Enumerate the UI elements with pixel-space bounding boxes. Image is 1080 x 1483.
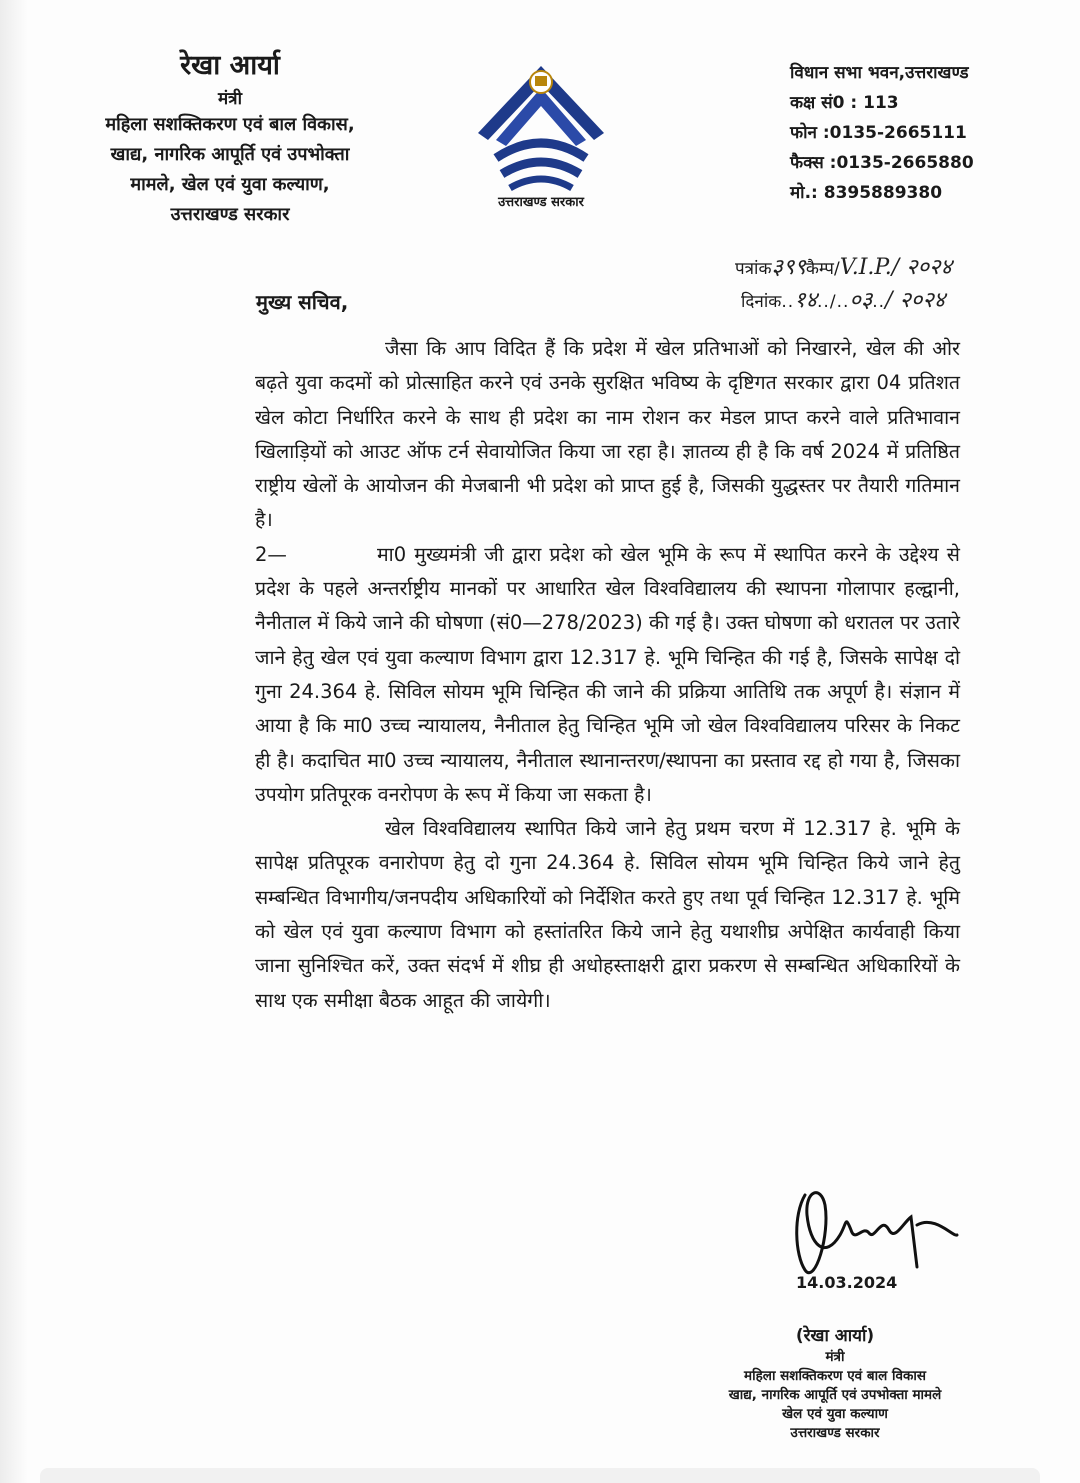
signatory-block [690, 1324, 980, 1443]
paragraph-number: 2— [255, 542, 287, 566]
letter-body [255, 332, 960, 1018]
salutation: मुख्य सचिव, [256, 290, 349, 314]
department-line: महिला सशक्तिकरण एवं बाल विकास, [105, 114, 355, 135]
address-line: विधान सभा भवन,उत्तराखण्ड [790, 63, 969, 83]
signature-date: 14.03.2024 [796, 1273, 898, 1292]
fax-number: फैक्स :0135-2665880 [790, 153, 974, 173]
paragraph-1: जैसा कि आप विदित हैं कि प्रदेश में खेल प्रतिभाओं को निखारने, खेल की ओर बढ़ते युवा कदमों को प्रोत्साहित करने एवं उनके सुरक्षित भविष्य के दृष्टिगत सरकार द्वारा 04 प्रतिशत खेल कोटा निर्धारित करने के साथ ही प्रदेश का नाम रोशन कर मेडल प्राप्त करने वाले प्रतिभावान खिलाड़ियों को आउट ऑफ टर्न सेवायोजित किया जा रहा है। ज्ञातव्य ही है कि वर्ष 2024 में प्रतिष्ठित राष्ट्रीय खेलों के आयोजन की मेजबानी भी प्रदेश को प्राप्त हुई है, जिसकी युद्धस्तर पर तैयारी गतिमान है। [255, 337, 960, 532]
signatory-line: खेल एवं युवा कल्याण [782, 1406, 888, 1422]
letterhead-right [790, 58, 974, 208]
logo-caption: उत्तराखण्ड सरकार [498, 195, 584, 210]
paragraph-2 [255, 538, 960, 812]
letterhead-left [60, 45, 400, 230]
signatory-designation: मंत्री [825, 1349, 845, 1365]
letter-date-row: दिनांक..१४../..०३../ २०२४ [741, 288, 946, 313]
mountain-emblem-icon [478, 66, 604, 188]
room-number: कक्ष सं0 : 113 [790, 93, 899, 113]
letter-date-month: ०३ [849, 288, 873, 313]
signatory-line: खाद्य, नागरिक आपूर्ति एवं उपभोक्ता मामले [728, 1387, 942, 1403]
page-edge-shadow [0, 0, 28, 1483]
signatory-line: महिला सशक्तिकरण एवं बाल विकास [744, 1368, 926, 1384]
letter-date-label: दिनांक [741, 292, 782, 312]
letter-number-year: / २०२४ [891, 255, 952, 280]
signatory-line: उत्तराखण्ड सरकार [790, 1425, 880, 1441]
minister-designation: मंत्री [218, 89, 242, 109]
paragraph-2-text: मा0 मुख्यमंत्री जी द्वारा प्रदेश को खेल भूमि के रूप में स्थापित करने के उद्देश्य से प्रदेश के पहले अन्तर्राष्ट्रीय मानकों पर आधारित खेल विश्वविद्यालय की स्थापना गोलापार हल्द्वानी, नैनीताल में किये जाने की घोषणा (सं0—278/2023) की गई है। उक्त घोषणा को धरातल पर उतारे जाने हेतु खेल एवं युवा कल्याण विभाग द्वारा 12.317 हे. भूमि चिन्हित की गई है, जिसके सापेक्ष दो गुना 24.364 हे. सिविल सोयम भूमि चिन्हित की जाने की प्रक्रिया आतिथि तक अपूर्ण है। संज्ञान में आया है कि मा0 उच्च न्यायालय, नैनीताल हेतु चिन्हित भूमि जो खेल विश्वविद्यालय परिसर के निकट ही है। कदाचित मा0 उच्च न्यायालय, नैनीताल स्थानान्तरण/स्थापना का प्रस्ताव रद्द हो गया है, जिसका उपयोग प्रतिपूरक वनरोपण के रूप में किया जा सकता है। [255, 542, 960, 806]
letter-number-label: पत्रांक [735, 259, 772, 279]
paragraph-3: खेल विश्वविद्यालय स्थापित किये जाने हेतु प्रथम चरण में 12.317 हे. भूमि के सापेक्ष प्रतिपूरक वनारोपण हेतु दो गुना 24.364 हे. सिविल सोयम भूमि चिन्हित किये जाने हेतु सम्बन्धित विभागीय/जनपदीय अधिकारियों को निर्देशित करते हुए तथा पूर्व चिन्हित 12.317 हे. भूमि को खेल एवं युवा कल्याण विभाग को हस्तांतरित किये जाने हेतु यथाशीघ्र अपेक्षित कार्यवाही किया जाना सुनिश्चित करें, उक्त संदर्भ में शीघ्र ही अधोहस्ताक्षरी द्वारा प्रकरण से सम्बन्धित अधिकारियों के साथ एक समीक्षा बैठक आहूत की जायेगी। [255, 817, 960, 1012]
letter-date-day: १४ [794, 288, 818, 313]
letter-number-code: V.I.P. [839, 255, 892, 280]
letter-number-camp: कैम्प/ [805, 259, 840, 279]
department-line: उत्तराखण्ड सरकार [170, 204, 290, 225]
phone-number: फोन :0135-2665111 [790, 123, 967, 143]
letter-number-handwritten: ३९९ [771, 255, 806, 280]
letter-number-row [735, 252, 952, 285]
mobile-number: मो.: 8395889380 [790, 183, 943, 203]
minister-name: रेखा आर्या [180, 50, 280, 81]
bottom-bar [40, 1468, 1040, 1483]
signatory-name: (रेखा आर्या) [795, 1326, 875, 1346]
department-line: मामले, खेल एवं युवा कल्याण, [130, 174, 330, 195]
letter-date-year: / २०२४ [885, 288, 946, 313]
reference-block [735, 252, 952, 318]
department-line: खाद्य, नागरिक आपूर्ति एवं उपभोक्ता [110, 144, 350, 165]
